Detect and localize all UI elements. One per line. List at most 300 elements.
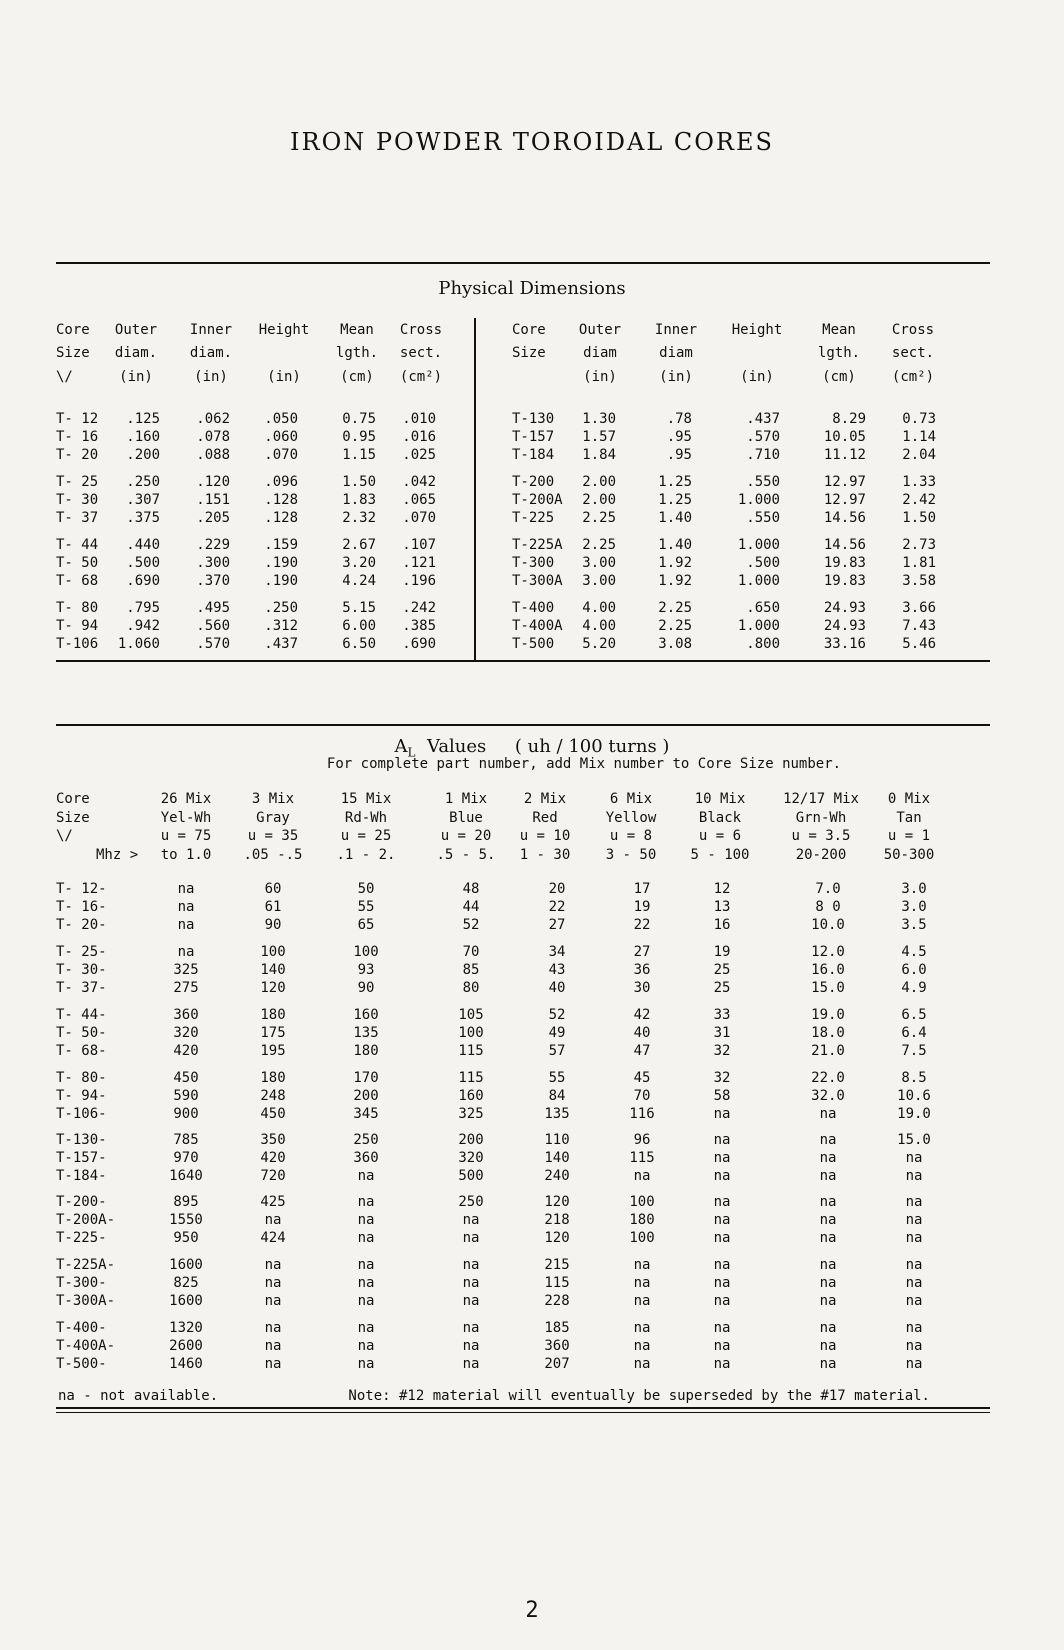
al-cell: 1550 (169, 1212, 203, 1228)
al-cell: 19.0 (811, 1007, 845, 1023)
phys-core-size: T- 16 (56, 429, 99, 445)
al-cell: 425 (260, 1194, 286, 1210)
phys-cell: .570 (196, 636, 230, 652)
phys-core-size: T- 37 (56, 510, 99, 526)
phys-left-header: diam. (189, 345, 233, 361)
al-cell: 100 (629, 1230, 655, 1246)
al-cell: 420 (173, 1043, 199, 1059)
phys-cell: .550 (746, 474, 780, 490)
phys-right-header: Inner (654, 322, 698, 338)
mix-header: 3 Mix (251, 791, 295, 807)
al-cell: 80 (462, 980, 480, 996)
mix-header: to 1.0 (160, 847, 212, 863)
column-divider (474, 318, 476, 660)
al-core-size: T- 12- (56, 881, 107, 897)
mix-header: 2 Mix (523, 791, 567, 807)
al-cell: na (713, 1356, 731, 1372)
al-cell: na (905, 1338, 923, 1354)
al-cell: 900 (173, 1106, 199, 1122)
phys-cell: .690 (126, 573, 160, 589)
phys-cell: .375 (126, 510, 160, 526)
al-cell: na (462, 1257, 480, 1273)
phys-cell: 3.08 (658, 636, 692, 652)
phys-cell: 1.50 (902, 510, 936, 526)
al-cell: 180 (353, 1043, 379, 1059)
al-cell: 135 (544, 1106, 570, 1122)
mix-header: .1 - 2. (336, 847, 396, 863)
al-cell: na (713, 1132, 731, 1148)
al-cell: na (819, 1106, 837, 1122)
al-cell: 34 (548, 944, 566, 960)
al-core-header: Size (56, 810, 90, 826)
phys-right-header: Mean (822, 322, 856, 338)
phys-cell: .500 (746, 555, 780, 571)
al-cell: na (905, 1275, 923, 1291)
phys-cell: 6.50 (342, 636, 376, 652)
phys-right-header: (cm²) (891, 369, 935, 385)
phys-left-header: (in) (119, 369, 153, 385)
al-cell: 1600 (169, 1293, 203, 1309)
al-core-size: T-500- (56, 1356, 107, 1372)
phys-right-header: diam (583, 345, 617, 361)
phys-right-header: lgth. (817, 345, 861, 361)
al-cell: 3.5 (901, 917, 927, 933)
phys-cell: .710 (746, 447, 780, 463)
al-cell: 6.4 (901, 1025, 927, 1041)
al-cell: 175 (260, 1025, 286, 1041)
phys-cell: .096 (264, 474, 298, 490)
al-core-size: T-400- (56, 1320, 107, 1336)
al-cell: 825 (173, 1275, 199, 1291)
phys-cell: .070 (264, 447, 298, 463)
phys-cell: .650 (746, 600, 780, 616)
al-cell: na (462, 1212, 480, 1228)
al-cell: 180 (629, 1212, 655, 1228)
al-core-size: T- 20- (56, 917, 107, 933)
al-cell: 22 (633, 917, 651, 933)
al-cell: na (713, 1293, 731, 1309)
al-cell: 100 (629, 1194, 655, 1210)
phys-cell: .250 (264, 600, 298, 616)
al-cell: 895 (173, 1194, 199, 1210)
al-cell: na (713, 1338, 731, 1354)
phys-left-header: (cm²) (399, 369, 443, 385)
phys-cell: .942 (126, 618, 160, 634)
phys-left-header: Inner (189, 322, 233, 338)
phys-right-header: (cm) (822, 369, 856, 385)
al-cell: 8.5 (901, 1070, 927, 1086)
phys-cell: .016 (402, 429, 436, 445)
phys-cell: .010 (402, 411, 436, 427)
al-cell: na (819, 1356, 837, 1372)
phys-cell: .370 (196, 573, 230, 589)
al-cell: 33 (713, 1007, 731, 1023)
phys-cell: .125 (126, 411, 160, 427)
al-cell: 325 (458, 1106, 484, 1122)
al-cell: 22 (548, 899, 566, 915)
phys-cell: .560 (196, 618, 230, 634)
al-cell: 200 (458, 1132, 484, 1148)
phys-core-size: T- 44 (56, 537, 99, 553)
al-cell: na (357, 1168, 375, 1184)
phys-left-header: (in) (267, 369, 301, 385)
phys-left-header: Core (56, 322, 90, 338)
al-cell: 250 (353, 1132, 379, 1148)
al-cell: na (819, 1212, 837, 1228)
phys-cell: .190 (264, 573, 298, 589)
al-cell: na (462, 1356, 480, 1372)
al-core-size: T-300A- (56, 1293, 116, 1309)
al-cell: 16 (713, 917, 731, 933)
al-cell: 25 (713, 962, 731, 978)
al-cell: 120 (544, 1230, 570, 1246)
al-cell: na (905, 1168, 923, 1184)
phys-cell: 1.000 (737, 537, 780, 553)
al-cell: 320 (173, 1025, 199, 1041)
phys-cell: .95 (666, 429, 692, 445)
phys-cell: .385 (402, 618, 436, 634)
phys-cell: 1.92 (658, 573, 692, 589)
phys-cell: 3.00 (582, 555, 616, 571)
phys-left-header: diam. (114, 345, 158, 361)
al-cell: na (905, 1293, 923, 1309)
al-cell: na (713, 1150, 731, 1166)
al-cell: na (462, 1338, 480, 1354)
phys-cell: 3.58 (902, 573, 936, 589)
phys-cell: 14.56 (823, 510, 866, 526)
phys-cell: .690 (402, 636, 436, 652)
al-cell: 52 (548, 1007, 566, 1023)
al-section-rule (56, 724, 990, 726)
mix-header: 0 Mix (887, 791, 931, 807)
al-cell: 42 (633, 1007, 651, 1023)
al-cell: 15.0 (897, 1132, 931, 1148)
al-cell: na (713, 1212, 731, 1228)
phys-cell: .160 (126, 429, 160, 445)
al-cell: na (357, 1293, 375, 1309)
al-cell: 215 (544, 1257, 570, 1273)
al-cell: 500 (458, 1168, 484, 1184)
al-cell: 50 (357, 881, 375, 897)
phys-cell: .440 (126, 537, 160, 553)
phys-core-size: T-225 (512, 510, 555, 526)
al-cell: 140 (544, 1150, 570, 1166)
al-cell: 240 (544, 1168, 570, 1184)
al-core-size: T-184- (56, 1168, 107, 1184)
phys-right-header: Core (512, 322, 546, 338)
al-core-size: T-106- (56, 1106, 107, 1122)
phys-cell: 2.25 (582, 537, 616, 553)
phys-core-size: T- 80 (56, 600, 99, 616)
al-cell: na (357, 1338, 375, 1354)
phys-cell: 1.000 (737, 618, 780, 634)
phys-cell: 1.81 (902, 555, 936, 571)
al-cell: 32 (713, 1070, 731, 1086)
al-cell: 275 (173, 980, 199, 996)
al-cell: 17 (633, 881, 651, 897)
al-cell: 49 (548, 1025, 566, 1041)
phys-right-header: (in) (740, 369, 774, 385)
phys-cell: 3.00 (582, 573, 616, 589)
al-cell: na (264, 1275, 282, 1291)
phys-left-header: lgth. (335, 345, 379, 361)
al-cell: 96 (633, 1132, 651, 1148)
al-cell: 4.5 (901, 944, 927, 960)
al-cell: na (713, 1320, 731, 1336)
al-core-header: Core (56, 791, 90, 807)
phys-core-size: T- 30 (56, 492, 99, 508)
phys-core-size: T-157 (512, 429, 555, 445)
mix-header: .5 - 5. (436, 847, 496, 863)
al-cell: na (357, 1356, 375, 1372)
phys-core-size: T-400A (512, 618, 563, 634)
al-cell: 48 (462, 881, 480, 897)
al-cell: 207 (544, 1356, 570, 1372)
al-cell: na (357, 1320, 375, 1336)
phys-cell: .190 (264, 555, 298, 571)
phys-cell: 2.25 (658, 600, 692, 616)
al-cell: 590 (173, 1088, 199, 1104)
al-cell: 19 (713, 944, 731, 960)
phys-cell: .95 (666, 447, 692, 463)
al-cell: 27 (548, 917, 566, 933)
al-cell: na (264, 1293, 282, 1309)
phys-cell: 1.000 (737, 492, 780, 508)
al-core-size: T-225- (56, 1230, 107, 1246)
mix-header: 3 - 50 (605, 847, 657, 863)
al-cell: na (357, 1194, 375, 1210)
phys-cell: .065 (402, 492, 436, 508)
phys-core-size: T- 12 (56, 411, 99, 427)
phys-cell: 0.95 (342, 429, 376, 445)
mix-header: u = 1 (887, 828, 931, 844)
al-cell: 57 (548, 1043, 566, 1059)
al-cell: 1600 (169, 1257, 203, 1273)
al-cell: na (633, 1320, 651, 1336)
mix-header: Red (532, 810, 558, 826)
al-cell: na (177, 944, 195, 960)
al-cell: na (357, 1212, 375, 1228)
al-cell: na (357, 1275, 375, 1291)
phys-cell: 8.29 (832, 411, 866, 427)
phys-cell: 1.25 (658, 492, 692, 508)
al-cell: 20 (548, 881, 566, 897)
al-cell: 19.0 (897, 1106, 931, 1122)
al-cell: 93 (357, 962, 375, 978)
al-mhz-label: Mhz > (96, 847, 139, 863)
al-cell: na (819, 1168, 837, 1184)
phys-cell: .795 (126, 600, 160, 616)
al-cell: 3.0 (901, 881, 927, 897)
al-core-size: T-130- (56, 1132, 107, 1148)
al-cell: na (357, 1230, 375, 1246)
phys-right-header: (in) (659, 369, 693, 385)
al-core-size: T- 30- (56, 962, 107, 978)
al-cell: 180 (260, 1070, 286, 1086)
phys-cell: 14.56 (823, 537, 866, 553)
al-cell: 120 (260, 980, 286, 996)
al-core-size: T- 16- (56, 899, 107, 915)
al-cell: 12 (713, 881, 731, 897)
phys-cell: .050 (264, 411, 298, 427)
al-cell: 52 (462, 917, 480, 933)
al-cell: 40 (548, 980, 566, 996)
phys-cell: 4.24 (342, 573, 376, 589)
phys-cell: .250 (126, 474, 160, 490)
phys-cell: 1.25 (658, 474, 692, 490)
al-cell: na (633, 1338, 651, 1354)
al-cell: na (633, 1168, 651, 1184)
phys-cell: 4.00 (582, 618, 616, 634)
phys-cell: 6.00 (342, 618, 376, 634)
phys-core-size: T-200A (512, 492, 563, 508)
phys-core-size: T-184 (512, 447, 555, 463)
mix-header: Grn-Wh (795, 810, 847, 826)
al-cell: 10.6 (897, 1088, 931, 1104)
al-cell: na (819, 1257, 837, 1273)
al-cell: 1460 (169, 1356, 203, 1372)
al-cell: 350 (260, 1132, 286, 1148)
phys-cell: .495 (196, 600, 230, 616)
al-cell: 115 (458, 1043, 484, 1059)
al-cell: 160 (458, 1088, 484, 1104)
phys-cell: 1.40 (658, 510, 692, 526)
al-cell: na (819, 1320, 837, 1336)
al-cell: 170 (353, 1070, 379, 1086)
al-cell: 70 (462, 944, 480, 960)
mix-header: 1 - 30 (519, 847, 571, 863)
al-cell: na (905, 1320, 923, 1336)
al-cell: 320 (458, 1150, 484, 1166)
al-cell: 8 0 (815, 899, 841, 915)
al-cell: 45 (633, 1070, 651, 1086)
phys-cell: 1.060 (117, 636, 160, 652)
mix-header: Tan (896, 810, 922, 826)
al-cell: 185 (544, 1320, 570, 1336)
al-cell: 25 (713, 980, 731, 996)
mix-header: Gray (256, 810, 290, 826)
al-core-size: T-300- (56, 1275, 107, 1291)
al-cell: na (264, 1257, 282, 1273)
al-cell: 61 (264, 899, 282, 915)
al-cell: 160 (353, 1007, 379, 1023)
phys-cell: .128 (264, 492, 298, 508)
al-cell: na (462, 1275, 480, 1291)
al-cell: 36 (633, 962, 651, 978)
phys-core-size: T-106 (56, 636, 99, 652)
phys-cell: .200 (126, 447, 160, 463)
mix-header: 20-200 (795, 847, 847, 863)
al-cell: 218 (544, 1212, 570, 1228)
al-cell: 1640 (169, 1168, 203, 1184)
al-cell: 325 (173, 962, 199, 978)
phys-cell: 2.73 (902, 537, 936, 553)
phys-cell: .229 (196, 537, 230, 553)
phys-cell: 2.42 (902, 492, 936, 508)
al-cell: na (819, 1230, 837, 1246)
phys-cell: 2.32 (342, 510, 376, 526)
phys-cell: .025 (402, 447, 436, 463)
al-cell: 30 (633, 980, 651, 996)
al-core-size: T- 50- (56, 1025, 107, 1041)
phys-right-header: sect. (891, 345, 935, 361)
phys-cell: 0.75 (342, 411, 376, 427)
phys-right-header: (in) (583, 369, 617, 385)
mix-header: u = 8 (609, 828, 653, 844)
phys-left-header: Mean (340, 322, 374, 338)
al-cell: 100 (458, 1025, 484, 1041)
al-cell: na (462, 1293, 480, 1309)
phys-cell: 1.40 (658, 537, 692, 553)
phys-cell: 1.33 (902, 474, 936, 490)
al-cell: 32.0 (811, 1088, 845, 1104)
phys-core-size: T-400 (512, 600, 555, 616)
mix-header: 10 Mix (694, 791, 746, 807)
al-cell: 110 (544, 1132, 570, 1148)
al-cell: 10.0 (811, 917, 845, 933)
al-cell: na (264, 1356, 282, 1372)
al-cell: 1320 (169, 1320, 203, 1336)
al-cell: 420 (260, 1150, 286, 1166)
al-cell: 115 (458, 1070, 484, 1086)
phys-cell: .128 (264, 510, 298, 526)
phys-cell: .307 (126, 492, 160, 508)
phys-cell: 1.14 (902, 429, 936, 445)
phys-cell: 5.46 (902, 636, 936, 652)
al-cell: na (819, 1338, 837, 1354)
mix-header: 26 Mix (160, 791, 212, 807)
al-cell: 12.0 (811, 944, 845, 960)
al-cell: na (633, 1275, 651, 1291)
al-cell: 21.0 (811, 1043, 845, 1059)
al-core-size: T-157- (56, 1150, 107, 1166)
al-cell: na (264, 1320, 282, 1336)
al-core-header: \/ (56, 828, 73, 844)
al-cell: 100 (260, 944, 286, 960)
phys-cell: .107 (402, 537, 436, 553)
al-cell: 6.0 (901, 962, 927, 978)
phys-cell: .078 (196, 429, 230, 445)
al-cell: na (905, 1230, 923, 1246)
al-cell: na (633, 1257, 651, 1273)
al-cell: 22.0 (811, 1070, 845, 1086)
phys-cell: 2.67 (342, 537, 376, 553)
mix-header: u = 6 (698, 828, 742, 844)
phys-cell: .550 (746, 510, 780, 526)
phys-core-size: T-300A (512, 573, 563, 589)
phys-cell: .120 (196, 474, 230, 490)
mix-header: 1 Mix (444, 791, 488, 807)
phys-cell: 0.73 (902, 411, 936, 427)
al-cell: na (177, 917, 195, 933)
mix-header: 50-300 (883, 847, 935, 863)
al-cell: 70 (633, 1088, 651, 1104)
al-cell: 43 (548, 962, 566, 978)
al-part-number-note: For complete part number, add Mix number to Core Size number. (326, 756, 842, 772)
al-cell: na (713, 1230, 731, 1246)
al-cell: 16.0 (811, 962, 845, 978)
al-cell: 18.0 (811, 1025, 845, 1041)
phys-cell: 5.20 (582, 636, 616, 652)
mix-header: u = 35 (247, 828, 299, 844)
phys-cell: 3.66 (902, 600, 936, 616)
mix-header: Rd-Wh (344, 810, 388, 826)
al-core-size: T- 44- (56, 1007, 107, 1023)
phys-cell: .070 (402, 510, 436, 526)
al-cell: 47 (633, 1043, 651, 1059)
phys-cell: .159 (264, 537, 298, 553)
al-cell: 15.0 (811, 980, 845, 996)
